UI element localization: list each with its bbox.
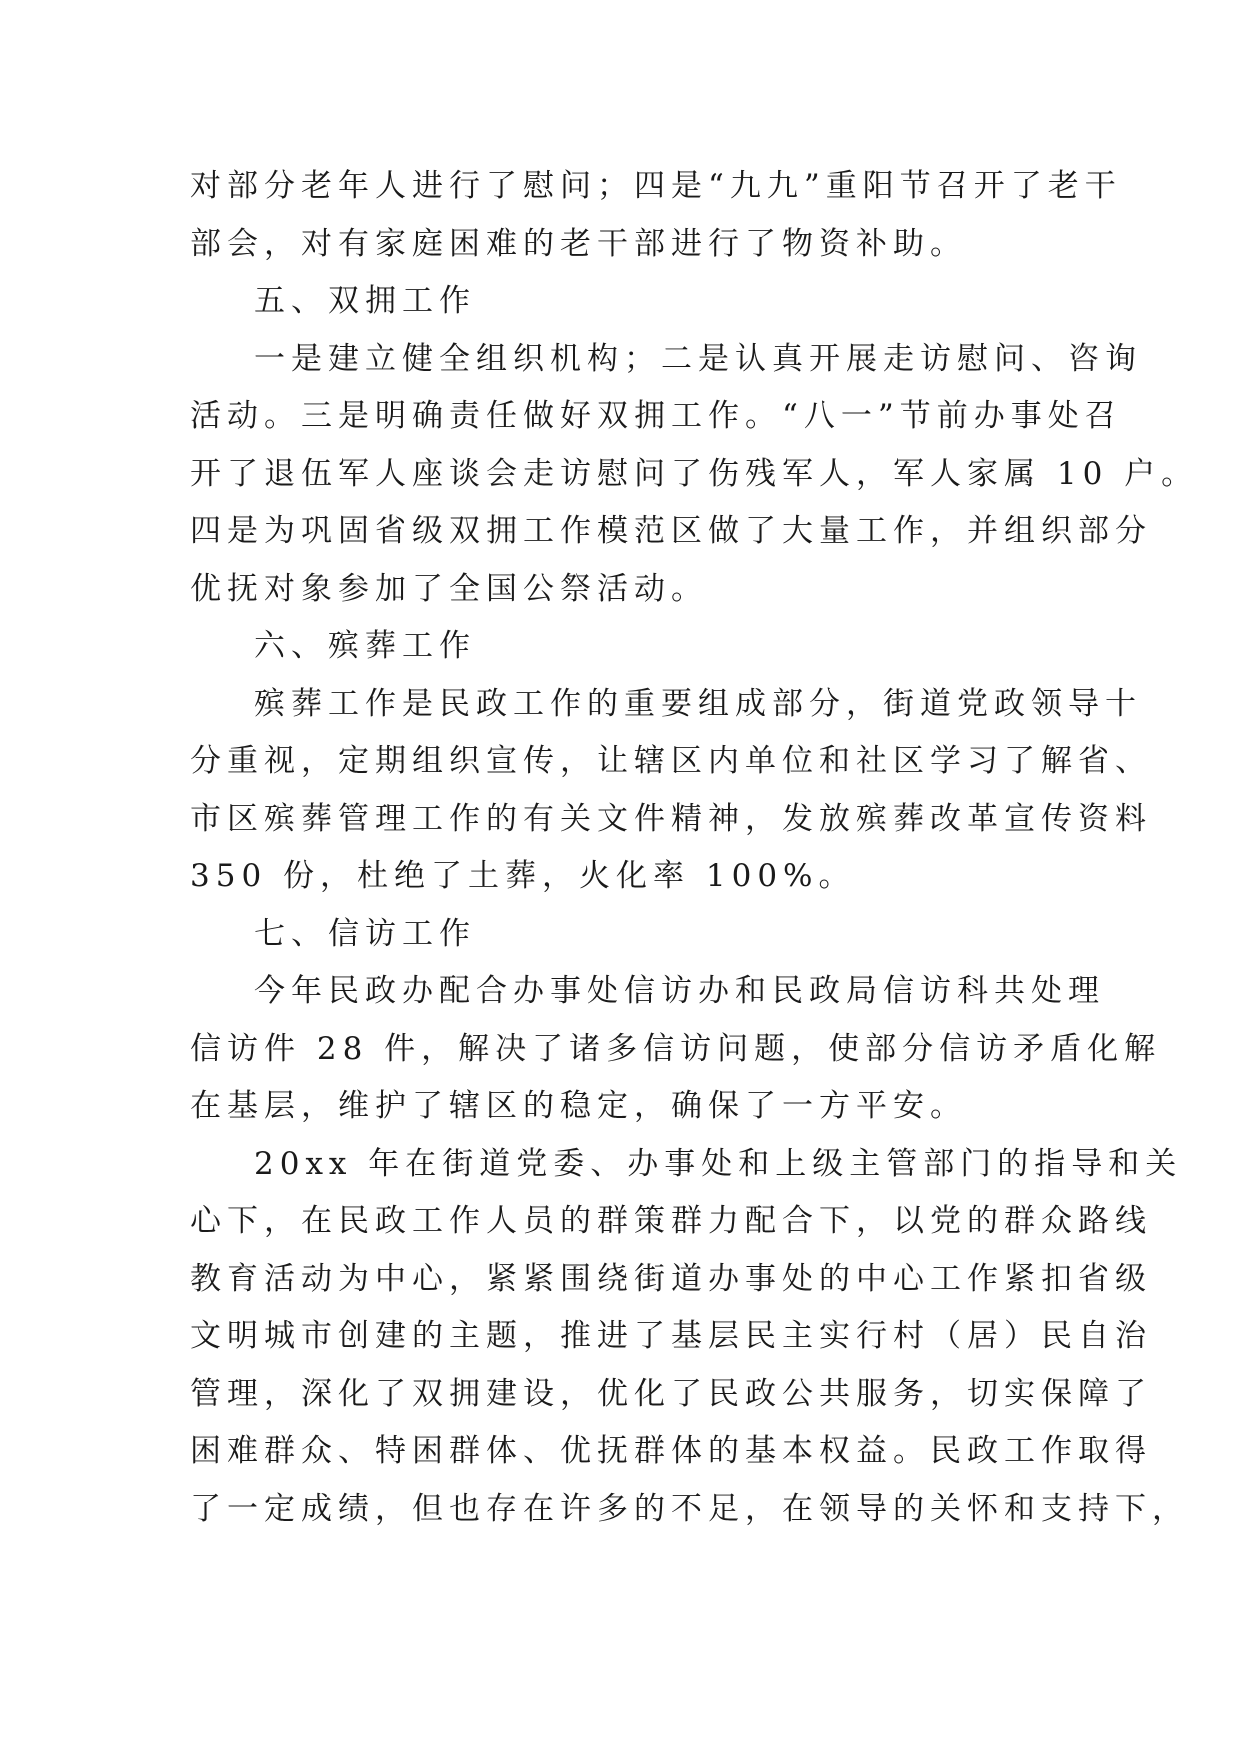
text-line: 了一定成绩，但也存在许多的不足，在领导的关怀和支持下， xyxy=(190,1490,1189,1527)
text-line: 在基层，维护了辖区的稳定，确保了一方平安。 xyxy=(190,1088,967,1124)
text-line: 管理，深化了双拥建设，优化了民政公共服务，切实保障了 xyxy=(190,1375,1152,1412)
text-line: 今年民政办配合办事处信访办和民政局信访科共处理 xyxy=(254,973,1105,1009)
text-line: 活动。三是明确责任做好双拥工作。“八一”节前办事处召 xyxy=(190,398,1122,434)
text-line: 信访件 28 件，解决了诸多信访问题，使部分信访矛盾化解 xyxy=(190,1030,1162,1067)
text-line: 文明城市创建的主题，推进了基层民主实行村（居）民自治 xyxy=(190,1318,1152,1354)
text-line: 心下，在民政工作人员的群策群力配合下，以党的群众路线 xyxy=(190,1203,1152,1239)
text-line: 四是为巩固省级双拥工作模范区做了大量工作，并组织部分 xyxy=(190,513,1152,549)
text-line: 部会，对有家庭困难的老干部进行了物资补助。 xyxy=(190,225,967,262)
text-line: 一是建立健全组织机构；二是认真开展走访慰问、咨询 xyxy=(254,340,1142,377)
text-line: 350 份，杜绝了土葬，火化率 100%。 xyxy=(190,858,856,894)
section-heading-funeral: 六、殡葬工作 xyxy=(254,628,476,664)
section-heading-double-support: 五、双拥工作 xyxy=(254,283,476,319)
text-line: 市区殡葬管理工作的有关文件精神，发放殡葬改革宣传资料 xyxy=(190,800,1152,837)
text-line: 教育活动为中心，紧紧围绕街道办事处的中心工作紧扣省级 xyxy=(190,1260,1152,1297)
text-line: 殡葬工作是民政工作的重要组成部分，街道党政领导十 xyxy=(254,685,1142,722)
text-line: 对部分老年人进行了慰问；四是“九九”重阳节召开了老干 xyxy=(190,168,1122,204)
text-line: 分重视，定期组织宣传，让辖区内单位和社区学习了解省、 xyxy=(190,743,1152,779)
document-body xyxy=(190,158,1199,1538)
text-line: 困难群众、特困群体、优抚群体的基本权益。民政工作取得 xyxy=(190,1433,1152,1469)
text-line: 开了退伍军人座谈会走访慰问了伤残军人，军人家属 10 户。 xyxy=(190,455,1199,492)
text-line: 20xx 年在街道党委、办事处和上级主管部门的指导和关 xyxy=(254,1145,1183,1182)
text-line: 优抚对象参加了全国公祭活动。 xyxy=(190,570,708,607)
section-heading-petition: 七、信访工作 xyxy=(254,915,476,952)
